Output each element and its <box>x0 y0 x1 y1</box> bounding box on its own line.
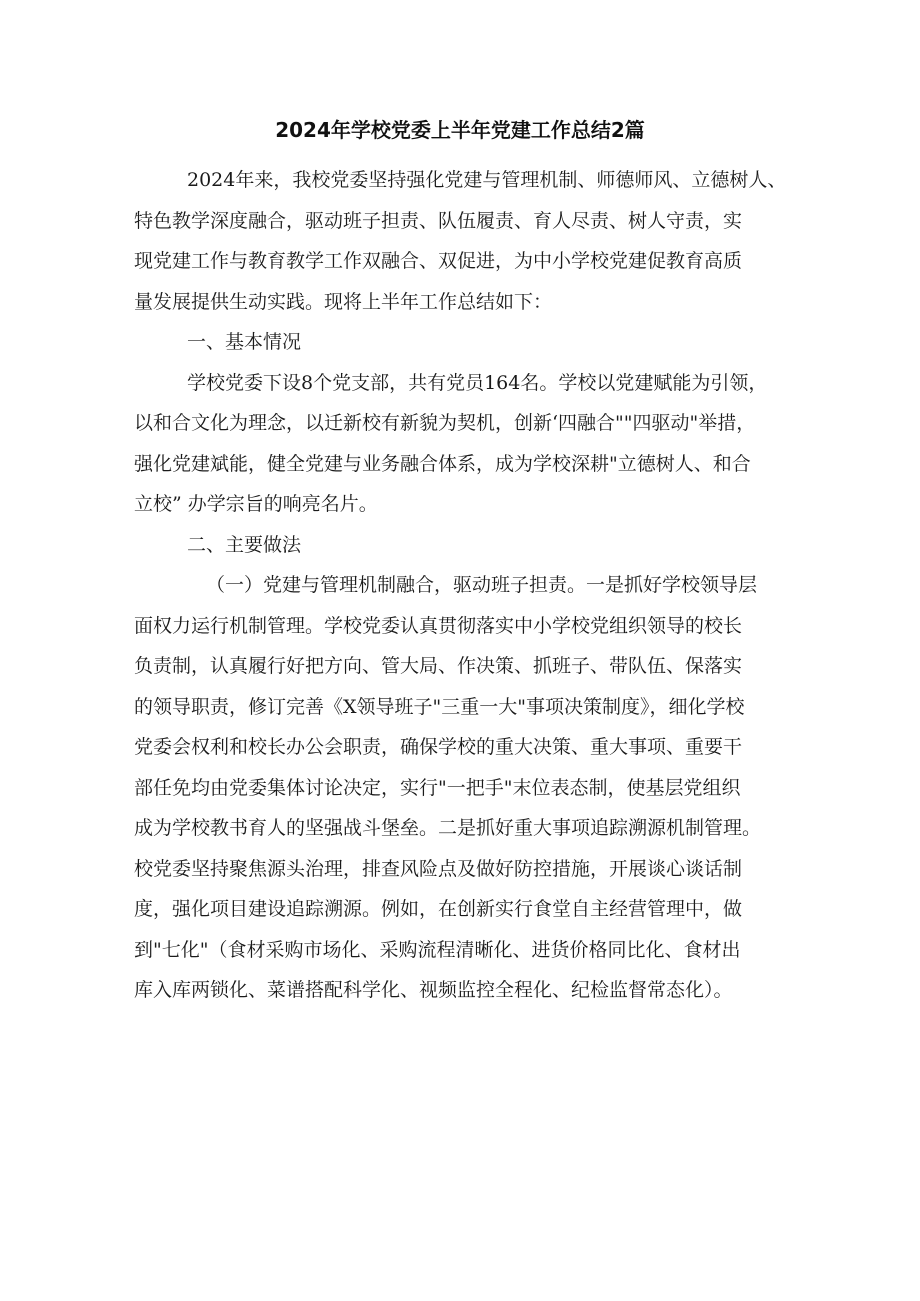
paragraph-line: 负责制，认真履行好把方向、管大局、作决策、抓班子、带队伍、保落实 <box>134 655 743 677</box>
paragraph-line: 以和合文化为理念，以迁新校有新貌为契机，创新‘四融合""四驱动"举措， <box>134 412 756 434</box>
document-title: 2024年学校党委上半年党建工作总结2篇 <box>275 118 645 142</box>
paragraph-line: 学校党委下设8个党支部，共有党员164名。学校以党建赋能为引领， <box>187 371 768 394</box>
paragraph-line: 立校” 办学宗旨的响亮名片。 <box>134 493 378 515</box>
paragraph-line: 现党建工作与教育教学工作双融合、双促进，为中小学校党建促教育高质 <box>134 250 743 272</box>
paragraph-line: 面权力运行机制管理。学校党委认真贯彻落实中小学校党组织领导的校长 <box>134 614 743 637</box>
paragraph-line: 校党委坚持聚焦源头治理，排查风险点及做好防控措施，开展谈心谈话制 <box>134 857 743 880</box>
paragraph-line: 量发展提供生动实践。现将上半年工作总结如下： <box>134 290 553 313</box>
paragraph-line: 特色教学深度融合，驱动班子担责、队伍履责、育人尽责、树人守责，实 <box>134 209 743 232</box>
subsection-line: （一）党建与管理机制融合，驱动班子担责。一是抓好学校领导层 <box>206 574 758 596</box>
paragraph-line: 到"七化"（食材采购市场化、采购流程清晰化、进货价格同比化、食材出 <box>134 938 741 961</box>
paragraph-line: 库入库两锁化、菜谱搭配科学化、视频监控全程化、纪检监督常态化）。 <box>134 979 733 1001</box>
section-heading: 二、主要做法 <box>187 533 302 556</box>
paragraph-line: 部任免均由党委集体讨论决定，实行"一把手"末位表态制，使基层党组织 <box>134 776 741 799</box>
paragraph-line: 强化党建斌能，健全党建与业务融合体系，成为学校深耕"立德树人、和合 <box>134 452 751 475</box>
section-heading: 一、基本情况 <box>187 331 302 353</box>
paragraph-line: 成为学校教书育人的坚强战斗堡垒。二是抓好重大事项追踪溯源机制管理。 <box>134 817 762 839</box>
paragraph-line: 度，强化项目建设追踪溯源。例如，在创新实行食堂自主经营管理中，做 <box>134 898 743 920</box>
paragraph-line: 的领导职责，修订完善《X领导班子"三重一大"事项决策制度》，细化学校 <box>134 695 745 718</box>
paragraph-line: 2024年来，我校党委坚持强化党建与管理机制、师德师风、立德树人、 <box>187 169 787 191</box>
paragraph-line: 党委会权利和校长办公会职责，确保学校的重大决策、重大事项、重要干 <box>134 736 743 758</box>
document-body <box>134 160 802 1011</box>
